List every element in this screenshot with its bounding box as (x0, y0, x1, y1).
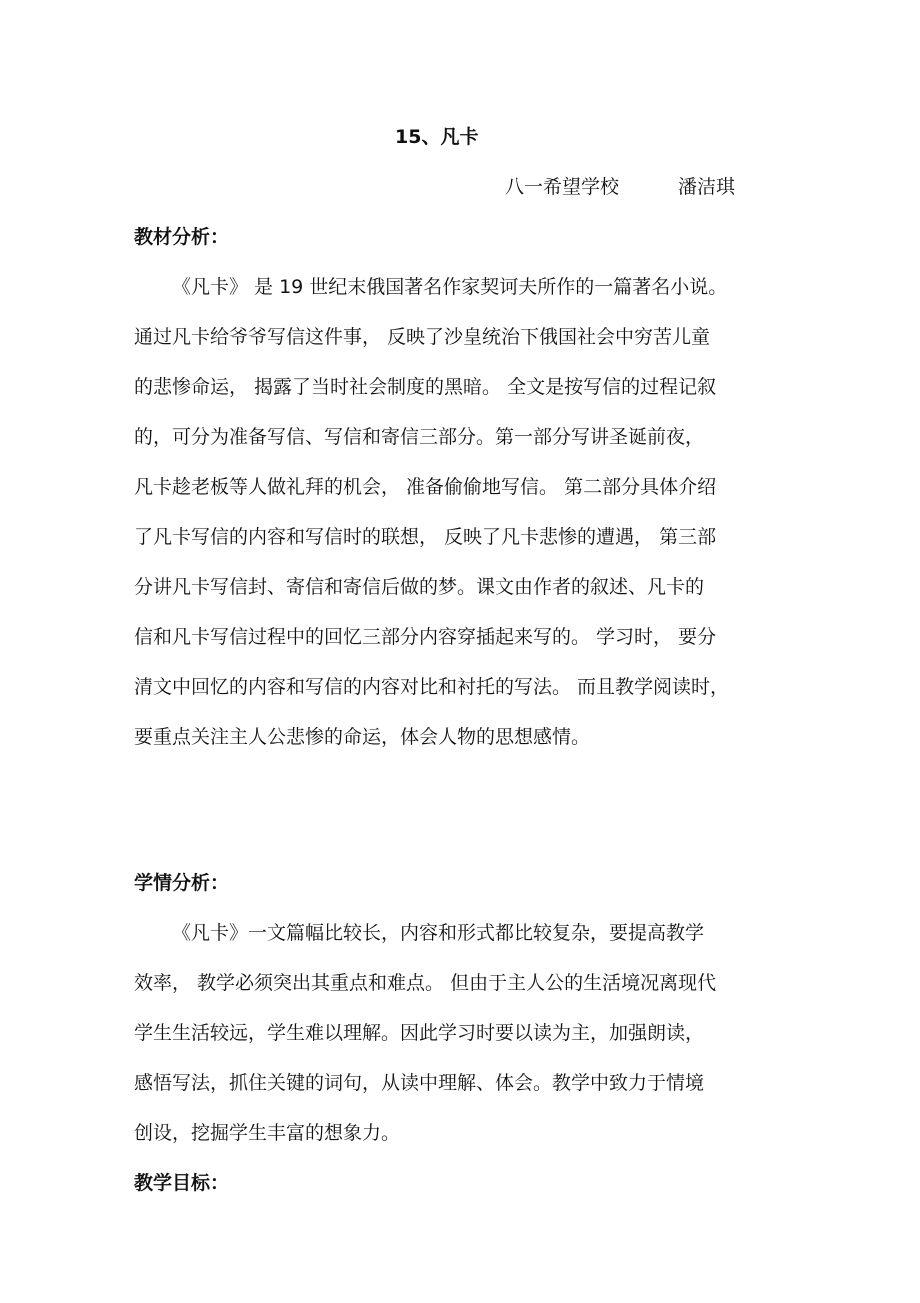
paragraph-line: 清文中回忆的内容和写信的内容对比和衬托的写法。 而且教学阅读时， (134, 676, 730, 698)
paragraph-line: 学生生活较远，学生难以理解。因此学习时要以读为主，加强朗读， (134, 1022, 705, 1044)
paragraph-line: 感悟写法，抓住关键的词句，从读中理解、体会。教学中致力于情境 (134, 1072, 705, 1094)
school-name: 八一希望学校 (505, 176, 620, 198)
paragraph-line: 分讲凡卡写信封、寄信和寄信后做的梦。课文由作者的叙述、凡卡的 (134, 576, 705, 598)
author-name: 潘洁琪 (678, 176, 736, 198)
section-heading-teaching-goals: 教学目标： (134, 1172, 230, 1194)
section-heading-textbook-analysis: 教材分析： (134, 226, 230, 248)
paragraph-line: 效率， 教学必须突出其重点和难点。 但由于主人公的生活境况离现代 (134, 972, 717, 994)
paragraph-line: 的，可分为准备写信、写信和寄信三部分。第一部分写讲圣诞前夜， (134, 426, 705, 448)
paragraph-line: 要重点关注主人公悲惨的命运，体会人物的思想感情。 (134, 726, 591, 748)
paragraph-line: 创设，挖掘学生丰富的想象力。 (134, 1122, 401, 1144)
paragraph-line: 《凡卡》一文篇幅比较长，内容和形式都比较复杂，要提高教学 (172, 922, 705, 944)
section-heading-learner-analysis: 学情分析： (134, 872, 230, 894)
paragraph-line: 通过凡卡给爷爷写信这件事， 反映了沙皇统治下俄国社会中穷苦儿童 (134, 326, 711, 348)
paragraph-line: 的悲惨命运， 揭露了当时社会制度的黑暗。 全文是按写信的过程记叙 (134, 376, 717, 398)
paragraph-line: 信和凡卡写信过程中的回忆三部分内容穿插起来写的。 学习时， 要分 (134, 626, 717, 648)
paragraph-line: 凡卡趁老板等人做礼拜的机会， 准备偷偷地写信。 第二部分具体介绍 (134, 476, 717, 498)
paragraph-line: 了凡卡写信的内容和写信时的联想， 反映了凡卡悲惨的遭遇， 第三部 (134, 526, 717, 548)
paragraph-line: 《凡卡》 是 19 世纪末俄国著名作家契诃夫所作的一篇著名小说。 (172, 276, 728, 298)
page-title: 15、凡卡 (395, 126, 479, 148)
